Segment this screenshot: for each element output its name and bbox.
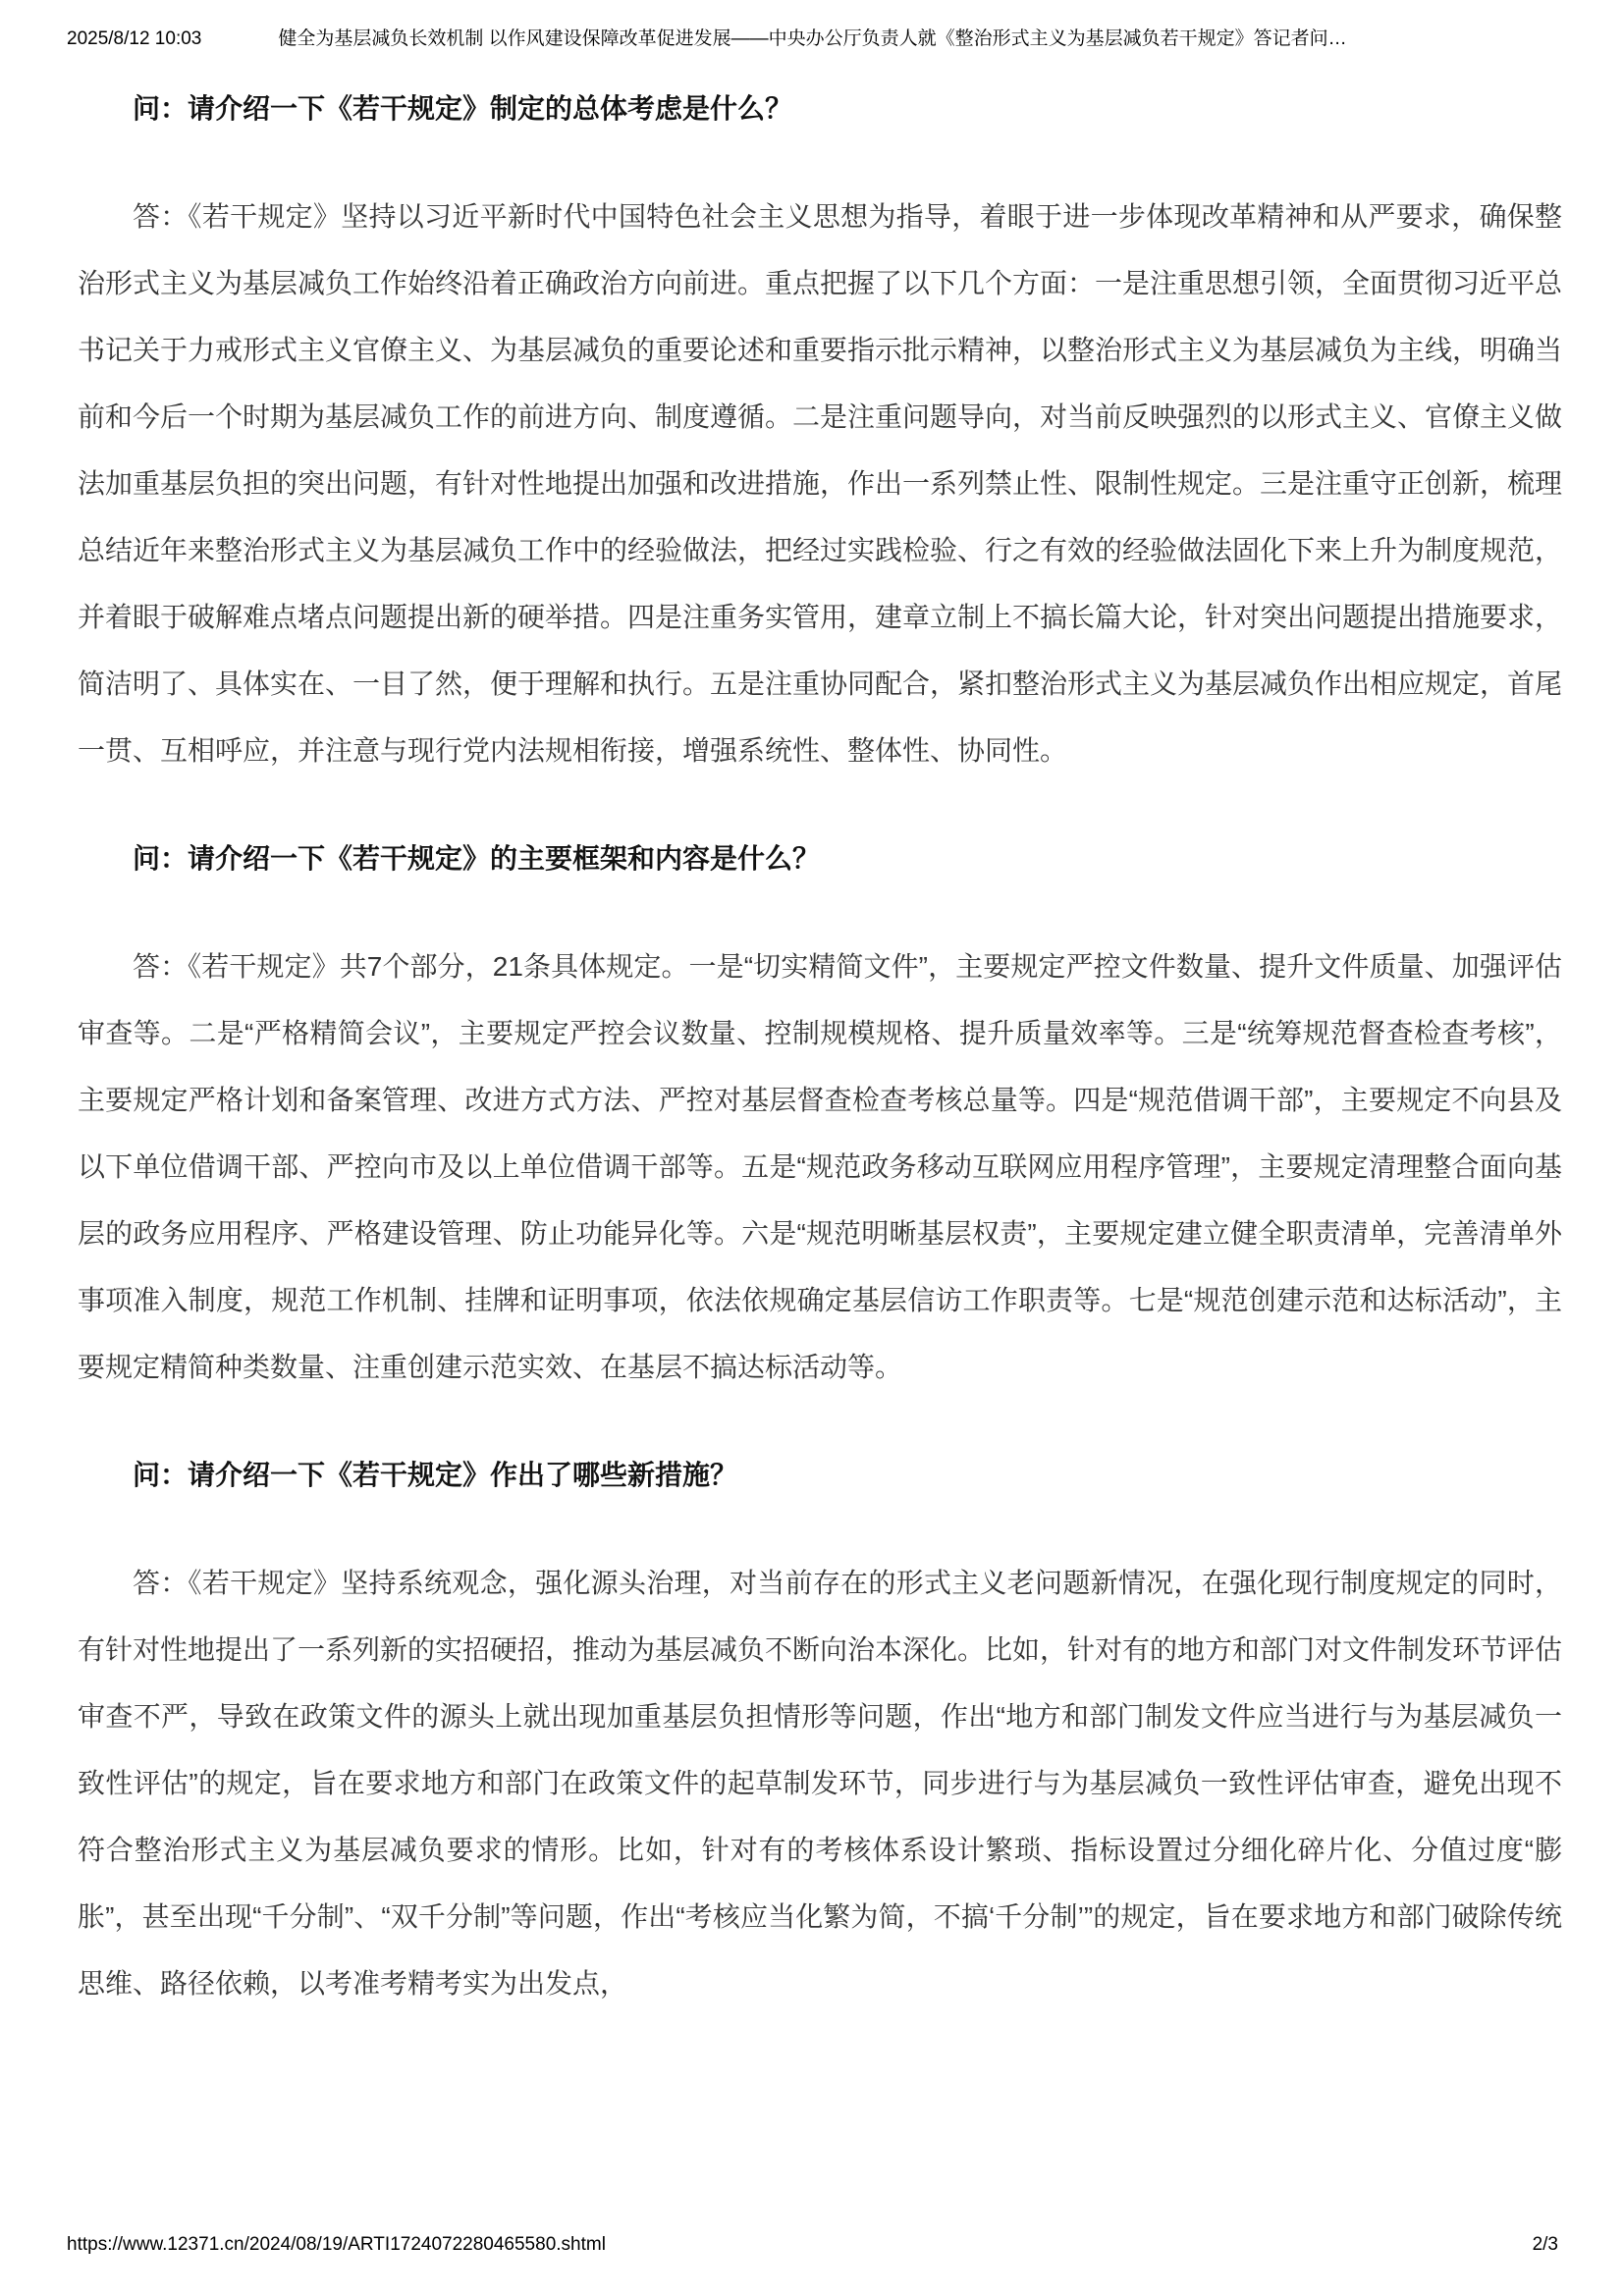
question-heading-2: 问：请介绍一下《若干规定》的主要框架和内容是什么？ <box>133 843 821 874</box>
source-url: https://www.12371.cn/2024/08/19/ARTI1724072280465580.shtml <box>67 2234 606 2255</box>
print-document-title: 健全为基层减负长效机制 以作风建设保障改革促进发展——中央办公厅负责人就《整治形式主义为基层减负若干规定》答记者问… <box>278 28 1347 49</box>
answer-paragraph-1: 答：《若干规定》坚持以习近平新时代中国特色社会主义思想为指导，着眼于进一步体现改革精神和从严要求，确保整治形式主义为基层减负工作始终沿着正确政治方向前进。重点把握了以下几个方面：一是注重思想引领，全面贯彻习近平总书记关于力戒形式主义官僚主义、为基层减负的重要论述和重要指示批示精神，以整治形式主义为基层减负为主线，明确当前和今后一个时期为基层减负工作的前进方向、制度遵循。二是注重问题导向，对当前反映强烈的以形式主义、官僚主义做法加重基层负担的突出问题，有针对性地提出加强和改进措施，作出一系列禁止性、限制性规定。三是注重守正创新，梳理总结近年来整治形式主义为基层减负工作中的经验做法，把经过实践检验、行之有效的经验做法固化下来上升为制度规范，并着眼于破解难点堵点问题提出新的硬举措。四是注重务实管用，建章立制上不搞长篇大论，针对突出问题提出措施要求，简洁明了、具体实在、一目了然，便于理解和执行。五是注重协同配合，紧扣整治形式主义为基层减负作出相应规定，首尾一贯、互相呼应，并注意与现行党内法规相衔接，增强系统性、整体性、协同性。 <box>78 201 1563 766</box>
answer-paragraph-3: 答：《若干规定》坚持系统观念，强化源头治理，对当前存在的形式主义老问题新情况，在强化现行制度规定的同时，有针对性地提出了一系列新的实招硬招，推动为基层减负不断向治本深化。比如，针对有的地方和部门对文件制发环节评估审查不严，导致在政策文件的源头上就出现加重基层负担情形等问题，作出“地方和部门制发文件应当进行与为基层减负一致性评估”的规定，旨在要求地方和部门在政策文件的起草制发环节，同步进行与为基层减负一致性评估审查，避免出现不符合整治形式主义为基层减负要求的情形。比如，针对有的考核体系设计繁琐、指标设置过分细化碎片化、分值过度“膨胀”，甚至出现“千分制”、“双千分制”等问题，作出“考核应当化繁为简，不搞‘千分制’”的规定，旨在要求地方和部门破除传统思维、路径依赖，以考准考精考实为出发点， <box>78 1568 1563 1999</box>
print-datetime: 2025/8/12 10:03 <box>67 28 202 49</box>
answer-paragraph-2: 答：《若干规定》共7个部分，21条具体规定。一是“切实精简文件”，主要规定严控文件数量、提升文件质量、加强评估审查等。二是“严格精简会议”，主要规定严控会议数量、控制规模规格、提升质量效率等。三是“统筹规范督查检查考核”，主要规定严格计划和备案管理、改进方式方法、严控对基层督查检查考核总量等。四是“规范借调干部”，主要规定不向县及以下单位借调干部、严控向市及以上单位借调干部等。五是“规范政务移动互联网应用程序管理”，主要规定清理整合面向基层的政务应用程序、严格建设管理、防止功能异化等。六是“规范明晰基层权责”，主要规定建立健全职责清单，完善清单外事项准入制度，规范工作机制、挂牌和证明事项，依法依规确定基层信访工作职责等。七是“规范创建示范和达标活动”，主要规定精简种类数量、注重创建示范实效、在基层不搞达标活动等。 <box>78 951 1562 1382</box>
page-number-indicator: 2/3 <box>1532 2234 1558 2255</box>
print-footer <box>67 2233 1558 2257</box>
question-heading-1: 问：请介绍一下《若干规定》制定的总体考虑是什么？ <box>133 93 793 124</box>
print-header <box>67 26 1567 53</box>
question-heading-3: 问：请介绍一下《若干规定》作出了哪些新措施？ <box>133 1460 738 1490</box>
document-body <box>78 76 1562 2058</box>
